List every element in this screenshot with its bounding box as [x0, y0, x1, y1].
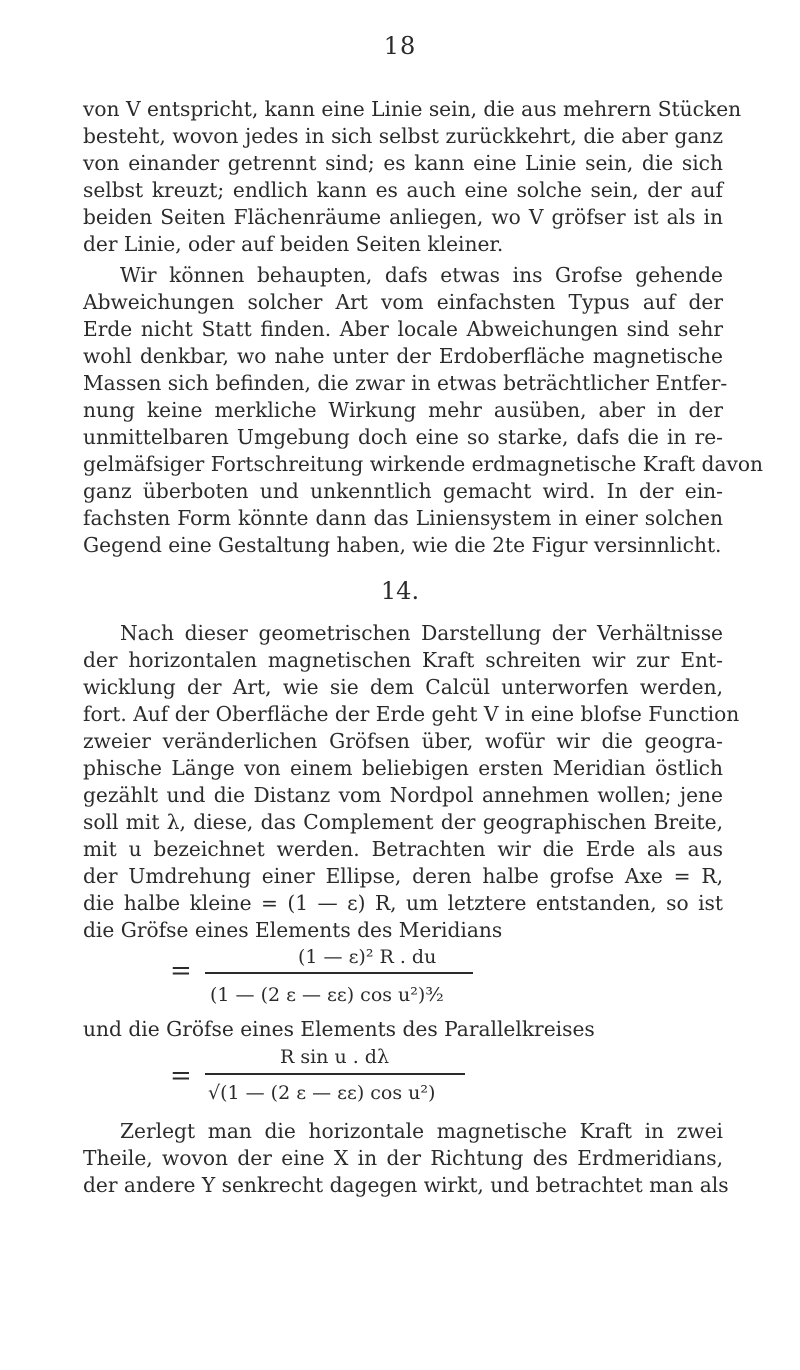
text-line: gelmäfsiger Fortschreitung wirkende erdmagnetische Kraft davon [83, 452, 764, 476]
text-line: soll mit λ, diese, das Complement der geographischen Breite, [83, 810, 723, 834]
page-number: 18 [383, 32, 417, 60]
equals-sign: = [170, 956, 192, 986]
equals-sign: = [170, 1061, 192, 1091]
formula-denominator: (1 — (2 ε — εε) cos u²)³⁄₂ [210, 984, 444, 1006]
formula-numerator: R sin u . dλ [280, 1046, 390, 1068]
text-line: von einander getrennt sind; es kann eine Linie sein, die sich [83, 151, 723, 175]
text-line: der Linie, oder auf beiden Seiten kleiner. [83, 232, 504, 256]
text-line: phische Länge von einem beliebigen ersten Meridian östlich [83, 756, 723, 780]
text-line: selbst kreuzt; endlich kann es auch eine solche sein, der auf [83, 178, 723, 202]
text-line: Theile, wovon der eine X in der Richtung des Erdmeridians, [83, 1146, 723, 1170]
text-line: der Umdrehung einer Ellipse, deren halbe grofse Axe = R, [83, 864, 723, 888]
text-line: wicklung der Art, wie sie dem Calcül unterworfen werden, [83, 675, 723, 699]
fraction-bar [205, 972, 473, 974]
text-line: fort. Auf der Oberfläche der Erde geht V in eine blofse Function [83, 702, 740, 726]
text-line: der andere Y senkrecht dagegen wirkt, und betrachtet man als [83, 1173, 729, 1197]
text-line: besteht, wovon jedes in sich selbst zurückkehrt, die aber ganz [83, 124, 723, 148]
section-heading: 14. [380, 577, 420, 605]
text-line: zweier veränderlichen Gröfsen über, wofür wir die geogra- [83, 729, 723, 753]
text-line: Gegend eine Gestaltung haben, wie die 2te Figur versinnlicht. [83, 533, 722, 557]
text-line: Erde nicht Statt finden. Aber locale Abweichungen sind sehr [83, 317, 723, 341]
text-line: nung keine merkliche Wirkung mehr ausüben, aber in der [83, 398, 723, 422]
text-line: die halbe kleine = (1 — ε) R, um letztere entstanden, so ist [83, 891, 723, 915]
formula-numerator: (1 — ε)² R . du [298, 946, 437, 968]
text-line: Abweichungen solcher Art vom einfachsten Typus auf der [83, 290, 723, 314]
fraction-bar [205, 1073, 465, 1075]
text-line: Massen sich befinden, die zwar in etwas beträchtlicher Entfer- [83, 371, 728, 395]
text-line: die Gröfse eines Elements des Meridians [83, 918, 503, 942]
formula-denominator: √(1 — (2 ε — εε) cos u²) [208, 1082, 436, 1104]
text-line: ganz überboten und unkenntlich gemacht wird. In der ein- [83, 479, 723, 503]
text-line: wohl denkbar, wo nahe unter der Erdoberfläche magnetische [83, 344, 723, 368]
text-line: beiden Seiten Flächenräume anliegen, wo V gröfser ist als in [83, 205, 723, 229]
text-line: Wir können behaupten, dafs etwas ins Grofse gehende [120, 263, 723, 287]
text-line: fachsten Form könnte dann das Liniensystem in einer solchen [83, 506, 723, 530]
text-line: der horizontalen magnetischen Kraft schreiten wir zur Ent- [83, 648, 723, 672]
text-line: und die Gröfse eines Elements des Parallelkreises [83, 1017, 595, 1041]
text-line: von V entspricht, kann eine Linie sein, die aus mehrern Stücken [83, 97, 742, 121]
text-line: gezählt und die Distanz vom Nordpol annehmen wollen; jene [83, 783, 723, 807]
text-line: mit u bezeichnet werden. Betrachten wir die Erde als aus [83, 837, 723, 861]
text-line: Nach dieser geometrischen Darstellung der Verhältnisse [120, 621, 723, 645]
text-line: unmittelbaren Umgebung doch eine so starke, dafs die in re- [83, 425, 723, 449]
text-line: Zerlegt man die horizontale magnetische Kraft in zwei [120, 1119, 723, 1143]
